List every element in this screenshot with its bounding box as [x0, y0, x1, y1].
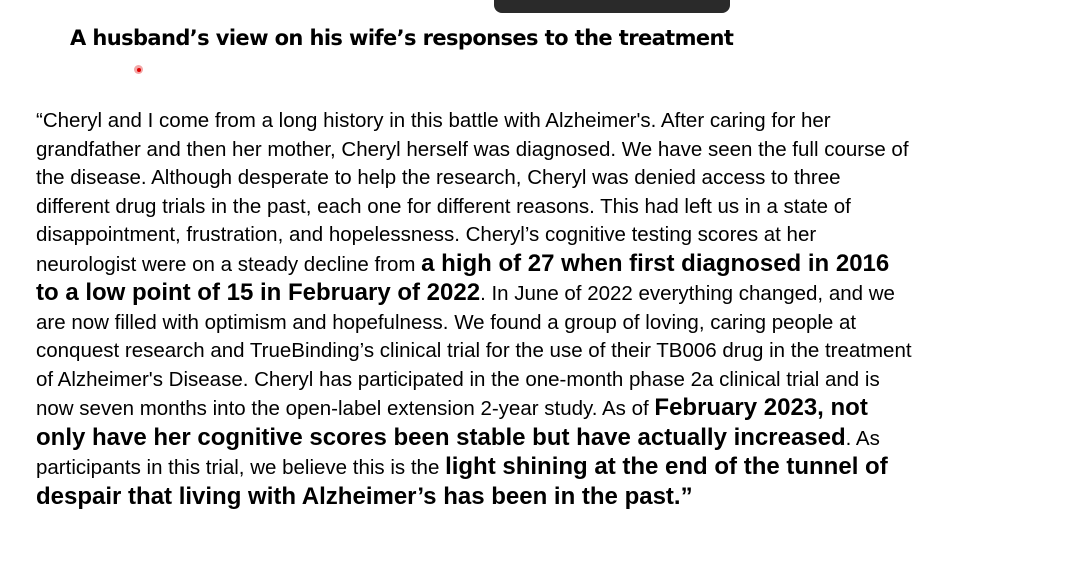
- quote-text: now seven months into the open-label extension 2-year study. As of: [36, 397, 655, 420]
- quote-line: conquest research and TrueBinding’s clinical trial for the use of their TB006 drug in the treatment: [36, 339, 912, 362]
- quote-line: [36, 394, 1066, 424]
- quote-line: [36, 483, 1066, 513]
- quote-line: the disease. Although desperate to help the research, Cheryl was denied access to three: [36, 166, 841, 189]
- quote-line: “Cheryl and I come from a long history in this battle with Alzheimer's. After caring for her: [36, 109, 831, 132]
- quote-line: [36, 279, 1066, 309]
- quote-line: [36, 250, 1066, 280]
- quote-text: . As: [845, 426, 880, 450]
- quote-emphasis: to a low point of 15 in February of 2022: [36, 279, 481, 306]
- quote-line: of Alzheimer's Disease. Cheryl has participated in the one-month phase 2a clinical trial and is: [36, 367, 880, 391]
- quote-emphasis: only have her cognitive scores been stable but have actually increased: [36, 423, 846, 451]
- quote-emphasis: despair that living with Alzheimer’s has been in the past.”: [36, 482, 693, 510]
- quote-text: participants in this trial, we believe this is the: [36, 456, 446, 479]
- window-top-tab: [494, 0, 730, 13]
- quote-line: grandfather and then her mother, Cheryl herself was diagnosed. We have seen the full course of: [36, 137, 909, 161]
- laser-pointer-icon: [134, 65, 143, 74]
- testimonial-quote: [36, 107, 1066, 512]
- quote-emphasis: a high of 27 when first diagnosed in 2016: [421, 249, 890, 277]
- quote-emphasis: February 2023, not: [654, 394, 868, 421]
- quote-line: different drug trials in the past, each one for different reasons. This had left us in a state of: [36, 194, 851, 218]
- quote-line: [36, 453, 1066, 483]
- quote-line: disappointment, frustration, and hopelessness. Cheryl’s cognitive testing scores at her: [36, 223, 817, 246]
- quote-line: [36, 424, 1066, 454]
- quote-text: neurologist were on a steady decline from: [36, 252, 422, 276]
- slide-title: A husband’s view on his wife’s responses to the treatment: [70, 26, 734, 50]
- quote-line: are now filled with optimism and hopefulness. We found a group of loving, caring people at: [36, 310, 857, 334]
- quote-text: . In June of 2022 everything changed, and we: [480, 282, 895, 305]
- quote-emphasis: light shining at the end of the tunnel of: [445, 453, 888, 480]
